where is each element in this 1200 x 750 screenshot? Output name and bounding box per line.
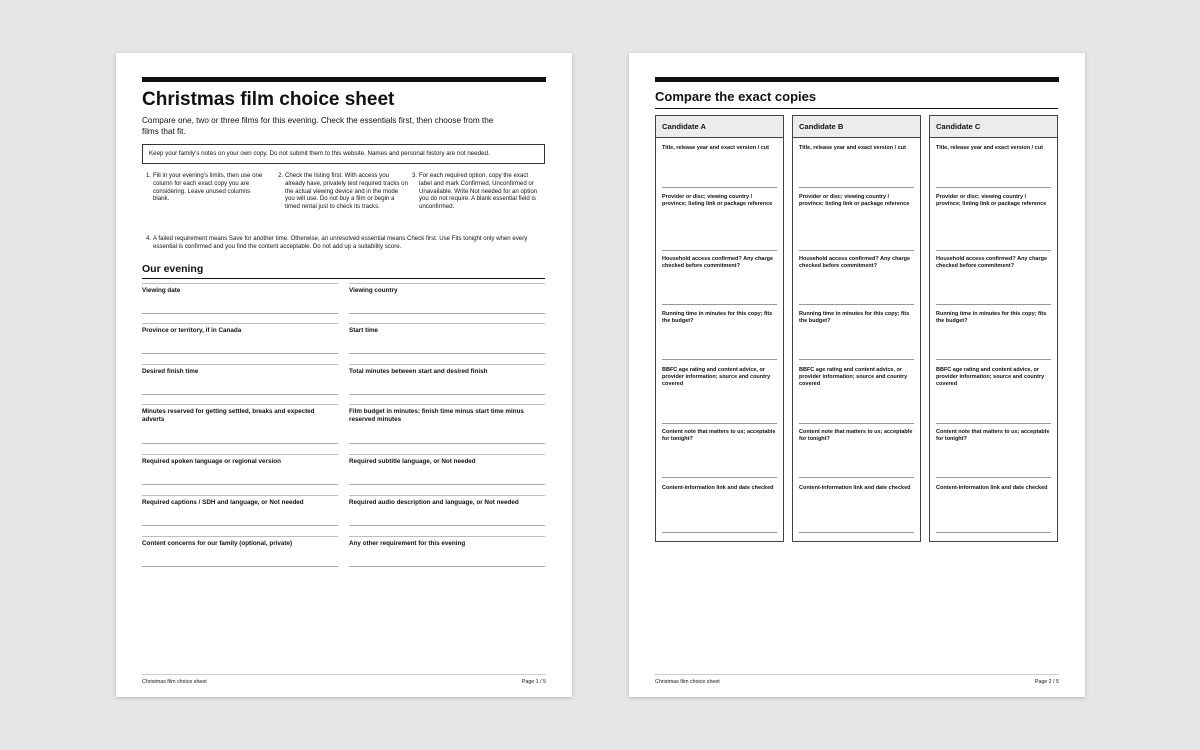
field-label: Any other requirement for this evening (349, 540, 466, 547)
captions-field[interactable] (142, 495, 338, 509)
candidate-a-column (655, 115, 784, 542)
row-label: Title, release year and exact version / cut (936, 145, 1043, 151)
field-label: Required subtitle language, or Not needed (349, 458, 476, 465)
step-text: Fill in your evening’s limits, then use one column for each exact copy you are considering. Leave unused columns blank. (153, 172, 263, 203)
candidate-heading: Candidate C (930, 116, 1057, 138)
answer-line[interactable] (799, 304, 914, 305)
step-text: Check the listing first. With access you already have, privately test required tracks on the actual viewing device and in the mode you will use. Do not buy a film or begin a timed rental just to check its tracks. (285, 172, 408, 211)
start-time-field[interactable] (349, 323, 545, 337)
candidate-heading: Candidate A (656, 116, 783, 138)
answer-line (349, 525, 545, 526)
row-label: Title, release year and exact version / cut (662, 145, 769, 151)
answer-line (142, 566, 338, 567)
title-rule (655, 108, 1058, 109)
answer-line (142, 525, 338, 526)
row-label: Provider or disc; viewing country / province; listing link or package reference (936, 194, 1047, 207)
viewing-date-field[interactable] (142, 283, 338, 297)
privacy-notice: Keep your family’s notes on your own copy. Do not submit them to this website. Names and personal history are not needed. (142, 144, 545, 164)
answer-line (142, 484, 338, 485)
field-label: Start time (349, 327, 379, 334)
answer-line[interactable] (936, 187, 1051, 188)
answer-line (349, 353, 545, 354)
film-budget-field[interactable] (349, 404, 545, 423)
answer-line (142, 394, 338, 395)
content-concerns-field[interactable] (142, 536, 338, 550)
answer-line[interactable] (662, 250, 777, 251)
step-number: 3. (412, 172, 418, 179)
total-minutes-field[interactable] (349, 364, 545, 378)
reserved-minutes-field[interactable] (142, 404, 338, 423)
row-label: Provider or disc; viewing country / province; listing link or package reference (662, 194, 773, 207)
page-title: Christmas film choice sheet (142, 89, 395, 110)
row-label: Running time in minutes for this copy; fits the budget? (662, 311, 773, 324)
row-label: Running time in minutes for this copy; fits the budget? (936, 311, 1047, 324)
step-text: For each required option, copy the exact label and mark Confirmed, Unconfirmed or Unavailable. Write Not needed for an option you do not require. A blank essential field is unconfirmed. (419, 172, 538, 211)
row-label: Running time in minutes for this copy; fits the budget? (799, 311, 910, 324)
answer-line[interactable] (662, 187, 777, 188)
row-label: Content-information link and date checked (799, 485, 911, 491)
field-label: Content concerns for our family (optional, private) (142, 540, 293, 547)
answer-line (349, 566, 545, 567)
section-rule (142, 278, 545, 279)
finish-time-field[interactable] (142, 364, 338, 378)
row-label: Household access confirmed? Any charge checked before commitment? (799, 256, 911, 269)
answer-line[interactable] (662, 477, 777, 478)
answer-line[interactable] (799, 477, 914, 478)
page-number: Page 1 / 5 (521, 679, 546, 685)
answer-line (349, 394, 545, 395)
page-footer (142, 674, 546, 687)
step-text: A failed requirement means Save for another time. Otherwise, an unresolved essential means Check first. Use Fits tonight only when every essential is confirmed and you find the content acceptable. Do not add up a suitability score. (153, 235, 528, 250)
page-title: Compare the exact copies (655, 89, 817, 104)
candidate-heading: Candidate B (793, 116, 920, 138)
answer-line (349, 443, 545, 444)
row-label: BBFC age rating and content advice, or provider information; source and country covered (662, 367, 771, 387)
header-bar (655, 77, 1059, 82)
step-number: 2. (278, 172, 284, 179)
other-requirement-field[interactable] (349, 536, 545, 550)
section-title: Our evening (142, 263, 204, 275)
spoken-language-field[interactable] (142, 454, 338, 468)
step-number: 4. (146, 235, 152, 242)
answer-line[interactable] (936, 423, 1051, 424)
row-label: Content note that matters to us; acceptable for tonight? (662, 429, 776, 442)
header-bar (142, 77, 546, 82)
answer-line (349, 313, 545, 314)
row-label: BBFC age rating and content advice, or provider information; source and country covered (936, 367, 1045, 387)
footer-title: Christmas film choice sheet (142, 679, 207, 685)
candidate-b-column (792, 115, 921, 542)
instruction-step (142, 235, 546, 251)
audio-description-field[interactable] (349, 495, 545, 509)
page-number: Page 2 / 5 (1034, 679, 1059, 685)
answer-line[interactable] (936, 359, 1051, 360)
row-label: BBFC age rating and content advice, or provider information; source and country covered (799, 367, 908, 387)
page-2 (629, 53, 1085, 697)
answer-line[interactable] (936, 304, 1051, 305)
field-label: Required spoken language or regional version (142, 458, 281, 465)
answer-line (142, 443, 338, 444)
page-footer (655, 674, 1059, 687)
field-label: Desired finish time (142, 368, 199, 375)
answer-line[interactable] (662, 359, 777, 360)
province-field[interactable] (142, 323, 338, 337)
answer-line[interactable] (799, 359, 914, 360)
field-label: Viewing country (349, 287, 398, 294)
field-label: Minutes reserved for getting settled, breaks and expected adverts (142, 408, 315, 423)
answer-line (349, 484, 545, 485)
field-label: Film budget in minutes: finish time minus start time minus reserved minutes (349, 408, 524, 423)
answer-line[interactable] (662, 532, 777, 533)
field-label: Province or territory, if in Canada (142, 327, 242, 334)
row-label: Content note that matters to us; acceptable for tonight? (799, 429, 913, 442)
answer-line (142, 313, 338, 314)
answer-line[interactable] (936, 532, 1051, 533)
viewing-country-field[interactable] (349, 283, 545, 297)
footer-title: Christmas film choice sheet (655, 679, 720, 685)
step-number: 1. (146, 172, 152, 179)
page-1 (116, 53, 572, 697)
subtitle-language-field[interactable] (349, 454, 545, 468)
field-label: Viewing date (142, 287, 181, 294)
answer-line[interactable] (799, 250, 914, 251)
answer-line[interactable] (662, 423, 777, 424)
answer-line[interactable] (662, 304, 777, 305)
answer-line[interactable] (936, 250, 1051, 251)
candidate-c-column (929, 115, 1058, 542)
field-label: Required audio description and language, or Not needed (349, 499, 519, 506)
answer-line[interactable] (799, 532, 914, 533)
answer-line (142, 353, 338, 354)
row-label: Household access confirmed? Any charge checked before commitment? (936, 256, 1048, 269)
answer-line[interactable] (936, 477, 1051, 478)
field-label: Total minutes between start and desired finish (349, 368, 488, 375)
row-label: Content-information link and date checked (662, 485, 774, 491)
row-label: Content note that matters to us; acceptable for tonight? (936, 429, 1050, 442)
answer-line[interactable] (799, 187, 914, 188)
row-label: Content-information link and date checked (936, 485, 1048, 491)
intro-text: Compare one, two or three films for this evening. Check the essentials first, then choose from the films that fit. (142, 116, 494, 136)
row-label: Provider or disc; viewing country / province; listing link or package reference (799, 194, 910, 207)
row-label: Household access confirmed? Any charge checked before commitment? (662, 256, 774, 269)
answer-line[interactable] (799, 423, 914, 424)
evening-form (142, 283, 545, 573)
field-label: Required captions / SDH and language, or Not needed (142, 499, 304, 506)
row-label: Title, release year and exact version / cut (799, 145, 906, 151)
